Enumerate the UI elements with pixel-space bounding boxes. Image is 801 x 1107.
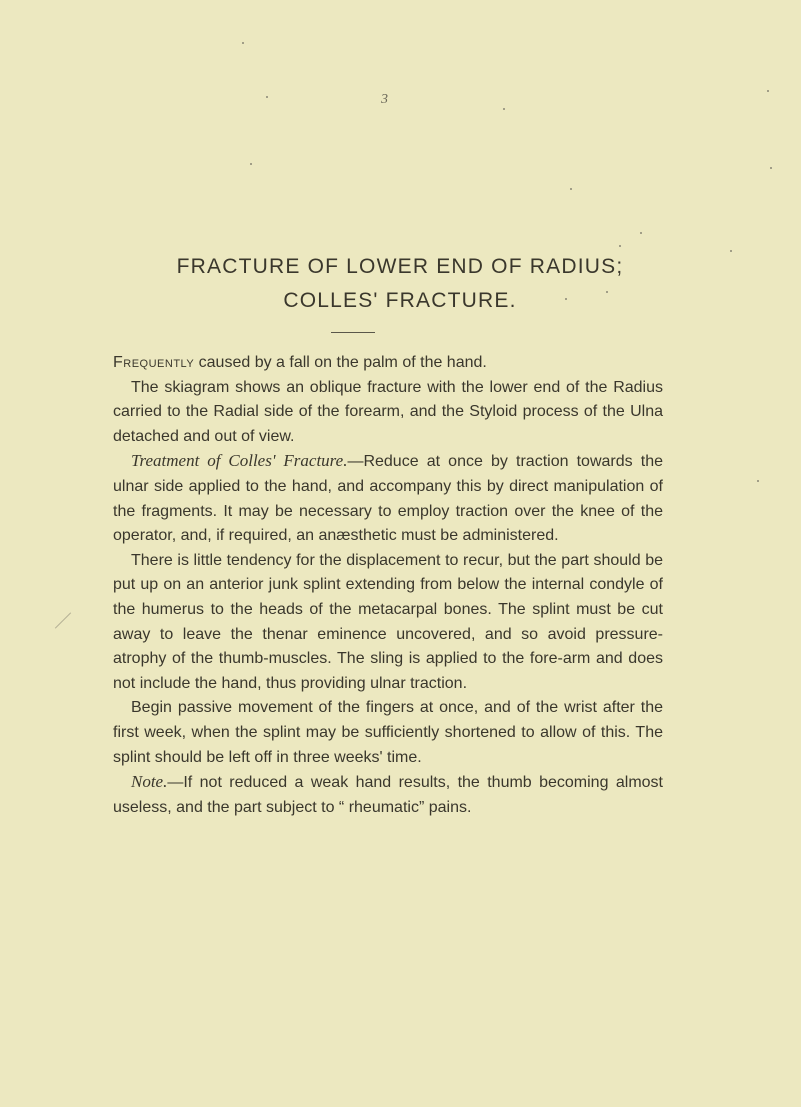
chapter-title-line-1: FRACTURE OF LOWER END OF RADIUS; (176, 255, 624, 278)
paragraph-passive-movement: Begin passive movement of the fingers at once, and of the wrist after the first week, when the splint may be sufficiently shortened to allow of this. The splint should be left off in three weeks' time. (113, 699, 663, 766)
treatment-heading: Treatment of Colles' Fracture. (131, 451, 348, 471)
paragraph-treatment (113, 449, 663, 548)
treatment-text: —Reduce at once by traction towards the ulnar side applied to the hand, and accompany this by direct manipulation of the fragments. It may be necessary to employ traction over the knee of the operator, and, if required, an anæsthetic must be administered. (113, 453, 663, 545)
title-divider-rule (331, 332, 375, 333)
body-text (113, 351, 663, 820)
paragraph-splint: There is little tendency for the displacement to recur, but the part should be put up on an anterior junk splint extending from below the internal condyle of the humerus to the heads of the metacarpal bones. The splint must be cut away to leave the thenar eminence uncovered, and so avoid pressure-atrophy of the thumb-muscles. The sling is applied to the fore-arm and does not include the hand, thus providing ulnar traction. (113, 551, 663, 692)
paragraph-skiagram: The skiagram shows an oblique fracture with the lower end of the Radius carried to the Radial side of the forearm, and the Styloid process of the Ulna detached and out of view. (113, 378, 663, 445)
note-heading: Note. (131, 772, 168, 792)
paragraph-cause (113, 351, 663, 376)
paragraph-note (113, 770, 663, 820)
page-number: 3 (381, 92, 388, 107)
margin-pencil-mark (55, 612, 71, 628)
paragraph-cause-text: caused by a fall on the palm of the hand. (194, 354, 487, 371)
chapter-title-line-2: COLLES' FRACTURE. (283, 289, 517, 312)
note-text: —If not reduced a weak hand results, the thumb becoming almost useless, and the part subject to “ rheumatic” pains. (113, 774, 663, 816)
paragraph-lead-word: Frequently (113, 354, 195, 371)
